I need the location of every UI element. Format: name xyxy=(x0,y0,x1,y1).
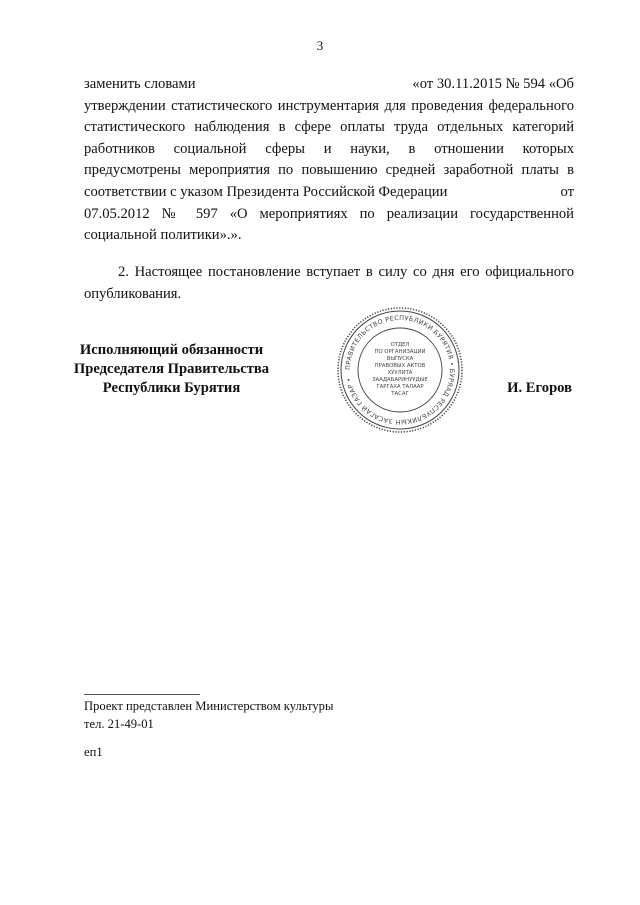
signatory-title xyxy=(44,341,299,398)
signatory-title-line: Исполняющий обязанности xyxy=(79,342,264,358)
text-line: социальной политики».». xyxy=(84,227,242,244)
text-line: 2. Настоящее постановление вступает в силу со дня его официального xyxy=(118,264,574,280)
text-line xyxy=(84,74,574,96)
text-fragment: от xyxy=(560,183,574,200)
text-line: утверждении статистического инструментария для проведения федерального xyxy=(84,97,574,114)
text-line: 07.05.2012 № 597 «О мероприятиях по реализации государственной xyxy=(84,205,574,222)
effective-date-paragraph xyxy=(84,262,574,305)
footnote-code: еп1 xyxy=(84,745,103,759)
official-seal xyxy=(335,305,465,435)
page-number: 3 xyxy=(316,38,324,53)
footnote-phone: тел. 21-49-01 xyxy=(84,717,154,731)
seal-center-line: ПО ОРГАНИЗАЦИИ xyxy=(374,349,426,355)
seal-center-line: ХУУЛИТА xyxy=(387,370,413,376)
text-line: опубликования. xyxy=(84,285,182,302)
footnote-submitted-by: Проект представлен Министерством культуры xyxy=(84,699,334,713)
seal-center-line: ОТДЕЛ xyxy=(390,342,410,348)
seal-outer-text-path: ПРАВИТЕЛЬСТВО РЕСПУБЛИКИ БУРЯТИЯ • БУРЯАД РЕСПУБЛИКЫН ЗАСАГАЙ ГАЗАР • xyxy=(343,313,457,427)
text-line: предусмотрены мероприятия по повышению средней заработной платы в xyxy=(84,162,574,179)
seal-center-line: ГАРГАХА ТАЛААР xyxy=(376,384,424,390)
text-line: статистического наблюдения в сфере оплаты труда отдельных категорий xyxy=(84,119,574,136)
seal-center-line: ВЫПУСКА xyxy=(386,356,414,362)
signatory-title-line: Республики Бурятия xyxy=(102,380,241,396)
text-fragment: заменить словами xyxy=(84,76,196,92)
text-fragment: «от 30.11.2015 № 594 «Об xyxy=(412,76,574,92)
text-line: работников социальной сферы и науки, в отношении которых xyxy=(84,140,574,157)
seal-center-text xyxy=(372,342,428,397)
seal-center-line: ПРАВОВЫХ АКТОВ xyxy=(374,363,426,369)
text-line xyxy=(84,182,574,204)
footnote-divider xyxy=(84,694,200,695)
signatory-name: И. Егоров xyxy=(507,380,572,396)
seal-center-line: ЗААДАБАРИНУУДЫЕ xyxy=(372,377,428,383)
amendment-paragraph xyxy=(84,74,574,247)
signatory-title-line: Председателя Правительства xyxy=(73,361,270,377)
text-fragment: соответствии с указом Президента Российской Федерации xyxy=(84,183,448,200)
seal-center-line: ТАСАГ xyxy=(391,391,409,397)
